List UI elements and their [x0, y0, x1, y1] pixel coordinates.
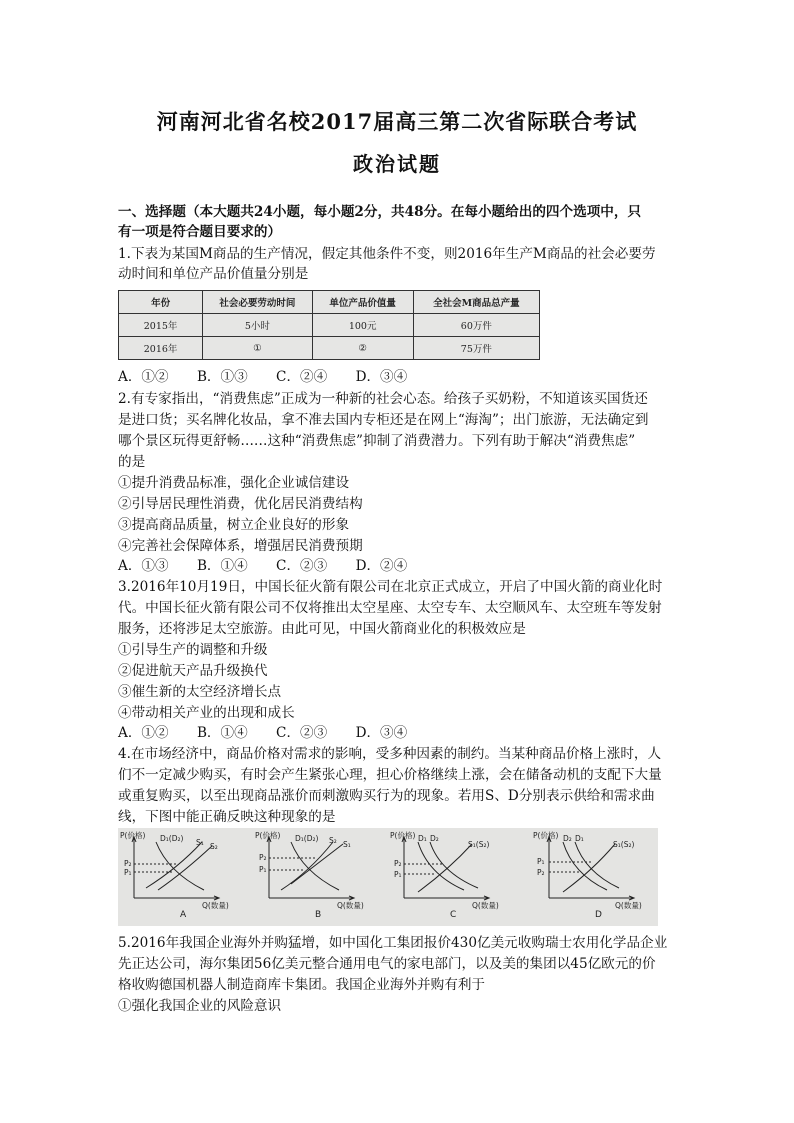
q5-stem-line1: 5.2016年我国企业海外并购猛增，如中国化工集团报价430亿美元收购瑞士农用化学品企业: [118, 935, 668, 951]
price-label: P₂: [394, 859, 402, 868]
curve-label: D₁(D₂): [160, 834, 184, 843]
price-label: P₁: [259, 865, 267, 874]
q3-stem-line1: 3.2016年10月19日，中国长征火箭有限公司在北京正式成立，开启了中国火箭的商业化时: [118, 579, 663, 595]
table-cell: 60万件: [413, 314, 539, 337]
table-cell: 100元: [312, 314, 413, 337]
q4-stem-line2: 们不一定减少购买，有时会产生紧张心理，担心价格继续上涨，会在储备动机的支配下大量: [118, 767, 662, 783]
q2-item-1: ①提升消费品标准，强化企业诚信建设: [118, 475, 350, 491]
q1-options: [118, 367, 431, 387]
option-c: C．②④: [276, 369, 328, 385]
option-b: B．①④: [196, 725, 248, 741]
x-axis-label: Q(数量): [337, 901, 364, 910]
q3-item-1: ①引导生产的调整和升级: [118, 642, 268, 658]
table-cell: ①: [203, 337, 312, 360]
curve-label: S₁: [196, 838, 204, 847]
table-cell: ②: [312, 337, 413, 360]
price-label: P₁: [537, 857, 545, 866]
graph-option-label: A: [180, 910, 187, 920]
price-label: P₁: [124, 868, 132, 877]
price-label: P₂: [124, 859, 132, 868]
q5-stem-line3: 格收购德国机器人制造商库卡集团。我国企业海外并购有利于: [118, 977, 486, 993]
option-a: A．①②: [118, 725, 169, 741]
option-d: D．③④: [355, 725, 408, 741]
graph-d: [523, 828, 658, 926]
option-c: C．②③: [276, 558, 328, 574]
table-header: 年份: [119, 291, 203, 314]
option-a: A．①③: [118, 558, 169, 574]
x-axis-label: Q(数量): [472, 901, 499, 910]
table-header: 全社会M商品总产量: [413, 291, 539, 314]
table-header: 社会必要劳动时间: [203, 291, 312, 314]
x-axis-label: Q(数量): [615, 901, 642, 910]
x-axis-label: Q(数量): [202, 901, 229, 910]
table-cell: 2016年: [119, 337, 203, 360]
table-cell: 2015年: [119, 314, 203, 337]
q5-stem-line2: 先正达公司，海尔集团56亿美元整合通用电气的家电部门，以及美的集团以45亿欧元的价: [118, 956, 656, 972]
graph-b: [253, 828, 388, 926]
table-cell: 5小时: [203, 314, 312, 337]
q2-stem-line2: 是进口货；买名牌化妆品，拿不准去国内专柜还是在网上“海淘”；出门旅游，无法确定到: [118, 412, 649, 428]
curve-label: S₂: [210, 842, 218, 851]
graph-c: [388, 828, 523, 926]
q3-item-3: ③催生新的太空经济增长点: [118, 684, 282, 700]
option-b: B．①③: [196, 369, 248, 385]
q1-stem-line1: 1.下表为某国M商品的生产情况，假定其他条件不变，则2016年生产M商品的社会必要劳: [118, 246, 656, 262]
option-d: D．②④: [355, 558, 408, 574]
curve-label: D₁: [575, 834, 584, 843]
curve-label: S₁: [343, 840, 351, 849]
curve-label: D₂: [563, 834, 572, 843]
graph-option-label: C: [450, 910, 457, 920]
q3-stem-line2: 代。中国长征火箭有限公司不仅将推出太空星座、太空专车、太空顺风车、太空班车等发射: [118, 600, 662, 616]
curve-label: S₁(S₂): [468, 840, 490, 849]
curve-label: S₁(S₂): [613, 840, 635, 849]
y-axis-label: P(价格): [533, 831, 559, 840]
q2-item-4: ④完善社会保障体系，增强居民消费预期: [118, 538, 363, 554]
option-a: A．①②: [118, 369, 169, 385]
exam-title: 河南河北省名校2017届高三第二次省际联合考试: [156, 109, 638, 134]
q4-stem-line3: 或重复购买，以至出现商品涨价而刺激购买行为的现象。若用S、D分别表示供给和需求曲: [118, 788, 655, 804]
q2-stem-line1: 2.有专家指出，“消费焦虑”正成为一种新的社会心态。给孩子买奶粉，不知道该买国货还: [118, 391, 648, 407]
price-label: P₁: [394, 870, 402, 879]
exam-subject: 政治试题: [353, 152, 441, 176]
q1-stem-line2: 动时间和单位产品价值量分别是: [118, 266, 309, 282]
q2-stem-line4: 的是: [118, 454, 146, 470]
graph-option-label: D: [595, 910, 602, 920]
q2-item-3: ③提高商品质量，树立企业良好的形象: [118, 517, 350, 533]
q3-item-2: ②促进航天产品升级换代: [118, 663, 268, 679]
q3-item-4: ④带动相关产业的出现和成长: [118, 705, 295, 721]
curve-label: D₂: [430, 834, 439, 843]
graph-a: [118, 828, 253, 926]
price-label: P₂: [259, 853, 267, 862]
curve-label: S₂: [329, 836, 337, 845]
curve-label: D₁: [418, 834, 427, 843]
q2-options: [118, 556, 431, 576]
y-axis-label: P(价格): [255, 831, 281, 840]
option-b: B．①④: [196, 558, 248, 574]
price-label: P₂: [537, 868, 545, 877]
y-axis-label: P(价格): [390, 831, 416, 840]
q5-item-1: ①强化我国企业的风险意识: [118, 998, 282, 1014]
q2-item-2: ②引导居民理性消费，优化居民消费结构: [118, 496, 363, 512]
y-axis-label: P(价格): [120, 831, 146, 840]
graph-option-label: B: [315, 910, 322, 920]
table-cell: 75万件: [413, 337, 539, 360]
option-c: C．②③: [276, 725, 328, 741]
q1-table: [118, 290, 540, 360]
section-header: 一、选择题（本大题共24小题，每小题2分，共48分。在每小题给出的四个选项中，只: [118, 204, 642, 220]
option-d: D．③④: [355, 369, 408, 385]
q4-stem-line4: 线，下图中能正确反映这种现象的是: [118, 809, 336, 825]
graph-d-plot: [523, 828, 658, 926]
section-header-cont: 有一项是符合题目要求的）: [118, 224, 282, 240]
q4-stem-line1: 4.在市场经济中，商品价格对需求的影响，受多种因素的制约。当某种商品价格上涨时，人: [118, 746, 662, 762]
curve-label: D₁(D₂): [295, 834, 319, 843]
q2-stem-line3: 哪个景区玩得更舒畅……这种“消费焦虑”抑制了消费潜力。下列有助于解决“消费焦虑”: [118, 433, 636, 449]
table-header: 单位产品价值量: [312, 291, 413, 314]
q3-stem-line3: 服务，还将涉足太空旅游。由此可见，中国火箭商业化的积极效应是: [118, 621, 526, 637]
q3-options: [118, 723, 431, 743]
q4-graphs: [118, 828, 658, 926]
